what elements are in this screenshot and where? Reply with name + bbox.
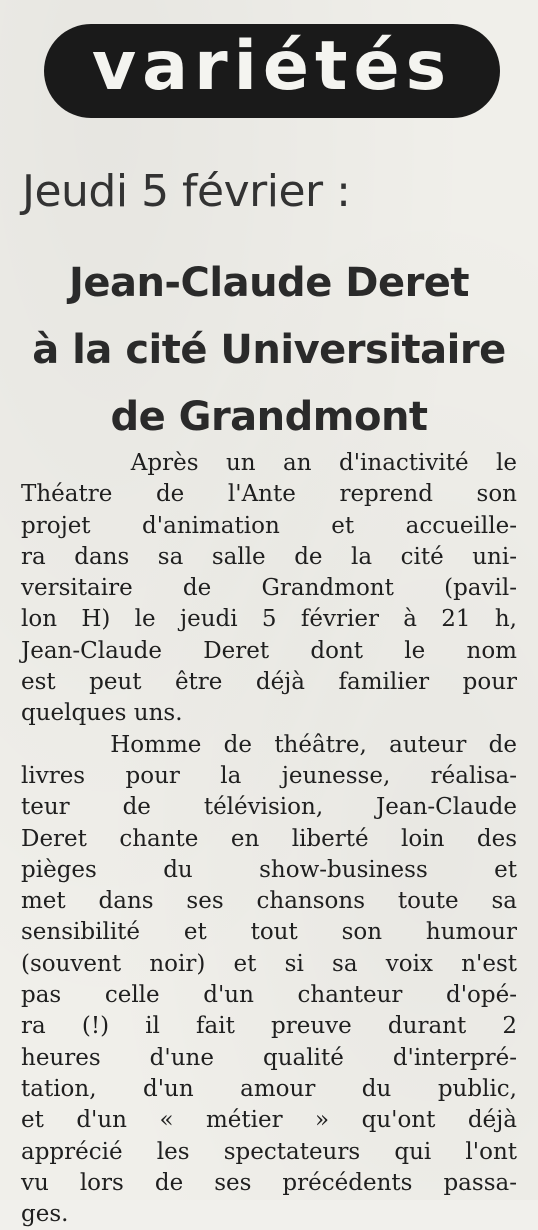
headline-line: à la cité Universitaire bbox=[32, 327, 506, 373]
article-line: lon H) le jeudi 5 février à 21 h, bbox=[21, 606, 517, 633]
article-line: apprécié les spectateurs qui l'ont bbox=[21, 1138, 517, 1165]
article-line: Jean-Claude Deret dont le nom bbox=[21, 637, 517, 664]
section-banner bbox=[44, 24, 500, 118]
article-line: Après un an d'inactivité le bbox=[21, 450, 517, 476]
headline-line: Jean-Claude Deret bbox=[68, 260, 470, 306]
article-line: pas celle d'un chanteur d'opé- bbox=[21, 982, 517, 1009]
article-line: et d'un « métier » qu'ont déjà bbox=[21, 1107, 517, 1134]
headline-line: de Grandmont bbox=[110, 394, 428, 440]
article-line: versitaire de Grandmont (pavil- bbox=[21, 575, 517, 602]
article-line: (souvent noir) et si sa voix n'est bbox=[21, 950, 517, 977]
dateline: Jeudi 5 février : bbox=[22, 166, 351, 217]
article-line: met dans ses chansons toute sa bbox=[21, 888, 517, 915]
article-line: Théatre de l'Ante reprend son bbox=[21, 481, 517, 508]
article-line: vu lors de ses précédents passa- bbox=[21, 1169, 517, 1196]
article-line: ra (!) il fait preuve durant 2 bbox=[21, 1013, 517, 1040]
article-line: pièges du show-business et bbox=[21, 856, 517, 883]
article-line: tation, d'un amour du public, bbox=[21, 1075, 517, 1102]
article-line: projet d'animation et accueille- bbox=[21, 512, 517, 539]
article-line: teur de télévision, Jean-Claude bbox=[21, 794, 517, 821]
section-banner-label: variétés bbox=[91, 27, 453, 106]
article-line: Homme de théâtre, auteur de bbox=[21, 731, 517, 758]
headline bbox=[10, 250, 528, 451]
article-line: livres pour la jeunesse, réalisa- bbox=[21, 762, 517, 789]
article-line: ra dans sa salle de la cité uni- bbox=[21, 543, 517, 570]
article-line: heures d'une qualité d'interpré- bbox=[21, 1044, 517, 1071]
article-line: ges. bbox=[21, 1201, 69, 1228]
article-line: sensibilité et tout son humour bbox=[21, 919, 517, 946]
article-line: Deret chante en liberté loin des bbox=[21, 825, 517, 852]
article-line: quelques uns. bbox=[21, 700, 183, 727]
article-line: est peut être déjà familier pour bbox=[21, 669, 517, 696]
article-body bbox=[21, 448, 517, 1230]
